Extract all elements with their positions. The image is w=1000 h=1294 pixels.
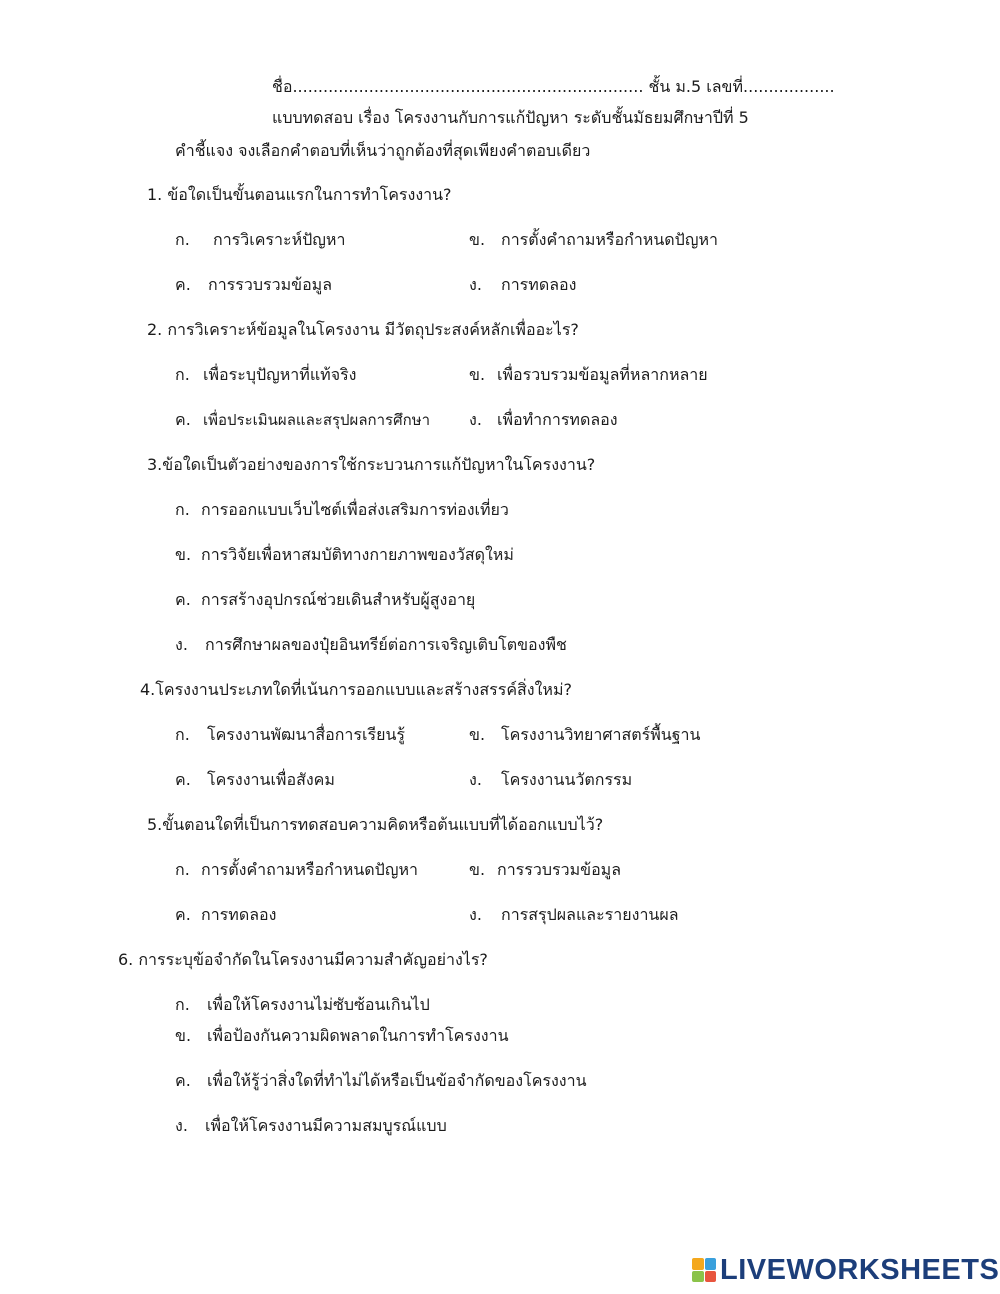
option-6a-text: เพื่อให้โครงงานไม่ซับซ้อนเกินไป	[207, 995, 430, 1014]
option-4c-text: โครงงานเพื่อสังคม	[207, 770, 335, 789]
option-3d-label: ง.	[175, 635, 188, 654]
option-1a-text: การวิเคราะห์ปัญหา	[213, 230, 346, 249]
question-6: 6. การระบุข้อจำกัดในโครงงานมีความสำคัญอย่างไร?	[118, 950, 488, 969]
option-5c-text: การทดลอง	[201, 905, 277, 924]
option-6a-label: ก.	[175, 995, 190, 1014]
option-3c-text: การสร้างอุปกรณ์ช่วยเดินสำหรับผู้สูงอายุ	[201, 590, 476, 609]
option-4d-label: ง.	[469, 770, 482, 789]
option-3a-text: การออกแบบเว็บไซต์เพื่อส่งเสริมการท่องเที่ยว	[201, 500, 509, 519]
option-1a-label: ก.	[175, 230, 190, 249]
option-3c-label: ค.	[175, 590, 191, 609]
option-1d-text: การทดลอง	[501, 275, 577, 294]
option-2a-label: ก.	[175, 365, 190, 384]
option-5d-label: ง.	[469, 905, 482, 924]
option-3b-label: ข.	[175, 545, 192, 564]
option-5c-label: ค.	[175, 905, 191, 924]
option-6c-text: เพื่อให้รู้ว่าสิ่งใดที่ทำไม่ได้หรือเป็นข้อจำกัดของโครงงาน	[207, 1071, 587, 1090]
option-3d-text: การศึกษาผลของปุ๋ยอินทรีย์ต่อการเจริญเติบโตของพืช	[205, 635, 567, 654]
question-5: 5.ขั้นตอนใดที่เป็นการทดสอบความคิดหรือต้นแบบที่ได้ออกแบบไว้?	[147, 815, 604, 834]
option-1b-label: ข.	[469, 230, 486, 249]
test-title: แบบทดสอบ เรื่อง โครงงานกับการแก้ปัญหา ระดับชั้นมัธยมศึกษาปีที่ 5	[272, 108, 749, 127]
option-2b-label: ข.	[469, 365, 486, 384]
option-2a-text: เพื่อระบุปัญหาที่แท้จริง	[203, 365, 357, 384]
option-6d-text: เพื่อให้โครงงานมีความสมบูรณ์แบบ	[205, 1116, 447, 1135]
option-6b-label: ข.	[175, 1026, 192, 1045]
name-line: ชื่อ..................................................................... ชั้น ม.5 เลขที่..................	[272, 77, 835, 96]
option-4a-label: ก.	[175, 725, 190, 744]
option-4b-label: ข.	[469, 725, 486, 744]
option-6d-label: ง.	[175, 1116, 188, 1135]
question-1: 1. ข้อใดเป็นขั้นตอนแรกในการทำโครงงาน?	[147, 185, 452, 204]
option-2d-text: เพื่อทำการทดลอง	[497, 410, 618, 429]
option-5b-label: ข.	[469, 860, 486, 879]
option-1b-text: การตั้งคำถามหรือกำหนดปัญหา	[501, 230, 718, 249]
logo-text: LIVEWORKSHEETS	[720, 1254, 1000, 1286]
option-6b-text: เพื่อป้องกันความผิดพลาดในการทำโครงงาน	[207, 1026, 509, 1045]
question-3: 3.ข้อใดเป็นตัวอย่างของการใช้กระบวนการแก้ปัญหาในโครงงาน?	[147, 455, 596, 474]
option-5a-text: การตั้งคำถามหรือกำหนดปัญหา	[201, 860, 418, 879]
option-5b-text: การรวบรวมข้อมูล	[497, 860, 622, 879]
option-5d-text: การสรุปผลและรายงานผล	[501, 905, 679, 924]
instructions: คำชี้แจง จงเลือกคำตอบที่เห็นว่าถูกต้องที่สุดเพียงคำตอบเดียว	[175, 141, 591, 160]
option-1c-label: ค.	[175, 275, 191, 294]
question-2: 2. การวิเคราะห์ข้อมูลในโครงงาน มีวัตถุประสงค์หลักเพื่ออะไร?	[147, 320, 579, 339]
option-2c-label: ค.	[175, 410, 191, 429]
option-2b-text: เพื่อรวบรวมข้อมูลที่หลากหลาย	[497, 365, 708, 384]
option-1c-text: การรวบรวมข้อมูล	[208, 275, 333, 294]
question-4: 4.โครงงานประเภทใดที่เน้นการออกแบบและสร้างสรรค์สิ่งใหม่?	[140, 680, 572, 699]
option-5a-label: ก.	[175, 860, 190, 879]
option-4b-text: โครงงานวิทยาศาสตร์พื้นฐาน	[501, 725, 701, 744]
option-4d-text: โครงงานนวัตกรรม	[501, 770, 633, 789]
option-2d-label: ง.	[469, 410, 482, 429]
option-3b-text: การวิจัยเพื่อหาสมบัติทางกายภาพของวัสดุใหม่	[201, 545, 514, 564]
liveworksheets-logo-icon	[692, 1258, 716, 1282]
option-4c-label: ค.	[175, 770, 191, 789]
option-2c-text: เพื่อประเมินผลและสรุปผลการศึกษา	[203, 411, 431, 429]
option-1d-label: ง.	[469, 275, 482, 294]
option-6c-label: ค.	[175, 1071, 191, 1090]
option-4a-text: โครงงานพัฒนาสื่อการเรียนรู้	[207, 725, 405, 744]
option-3a-label: ก.	[175, 500, 190, 519]
liveworksheets-logo[interactable]	[692, 1254, 999, 1286]
